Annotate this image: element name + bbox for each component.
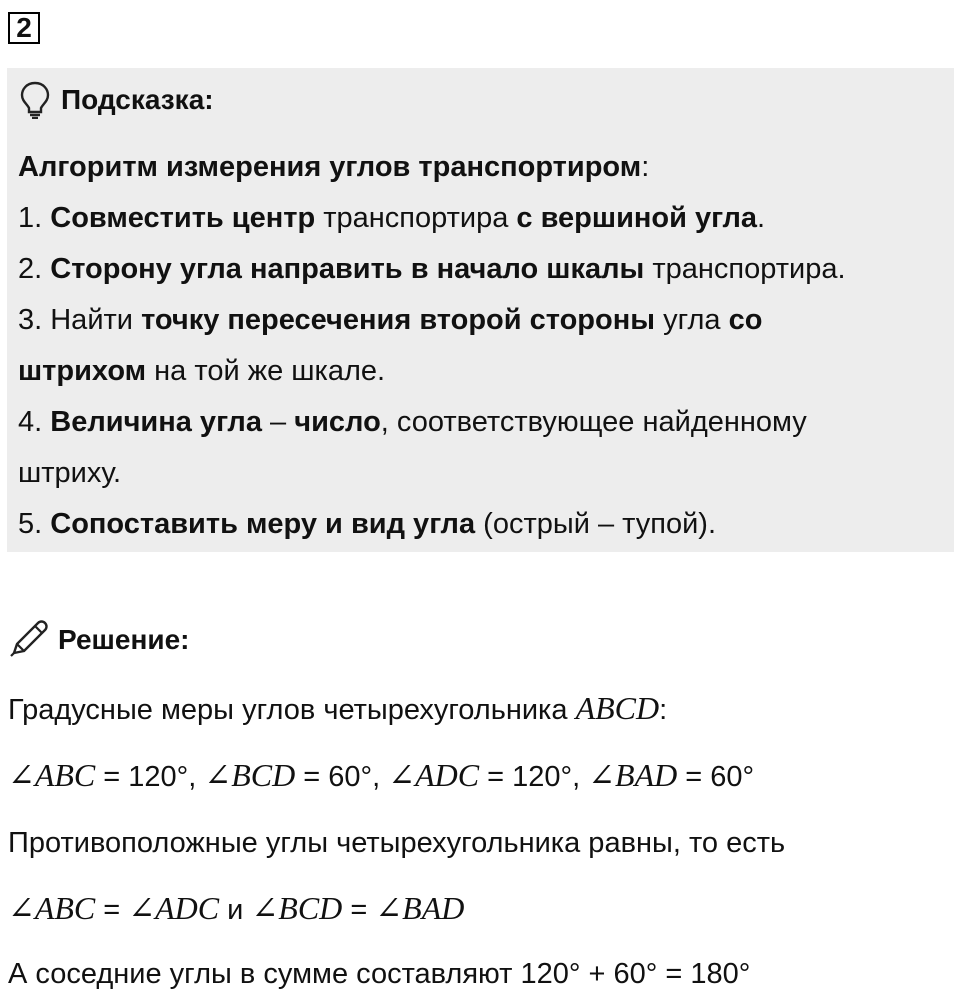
hint-step-5: 5. Сопоставить меру и вид угла (острый – тупой). (18, 508, 717, 540)
hint-step-3: 3. Найти точку пересечения второй стороны угла со (18, 304, 763, 336)
solution-paragraph-5: А соседние углы в сумме составляют 120° + 60° = 180° (8, 958, 751, 990)
solution-paragraph-1: Градусные меры углов четырехугольника ABCD: (8, 690, 668, 726)
solution-paragraph-3: Противоположные углы четырехугольника равны, то есть (8, 827, 786, 859)
hint-box (7, 68, 954, 552)
solution-header (8, 616, 189, 664)
hint-step-4: 4. Величина угла – число, соответствующее найденному (18, 406, 807, 438)
hint-title: Подсказка: (61, 84, 214, 115)
hint-step-1: 1. Совместить центр транспортира с вершиной угла. (18, 202, 766, 234)
lightbulb-icon (19, 81, 51, 119)
hint-heading: Алгоритм измерения углов транспортиром: (18, 151, 650, 183)
hint-step-2: 2. Сторону угла направить в начало шкалы транспортира. (18, 253, 846, 285)
hint-step-3-cont: штрихом на той же шкале. (18, 355, 386, 387)
solution-title: Решение: (58, 624, 190, 655)
solution-angle-values: ∠ABC = 120°, ∠BCD = 60°, ∠ADC = 120°, ∠BAD = 60° (8, 757, 755, 793)
solution-equality: ∠ABC = ∠ADC и ∠BCD = ∠BAD (8, 890, 465, 926)
hint-content (18, 142, 948, 550)
task-number: 2 (8, 12, 40, 44)
pencil-icon (8, 617, 50, 664)
hint-header (19, 78, 214, 122)
hint-step-4-cont: штриху. (18, 457, 122, 489)
